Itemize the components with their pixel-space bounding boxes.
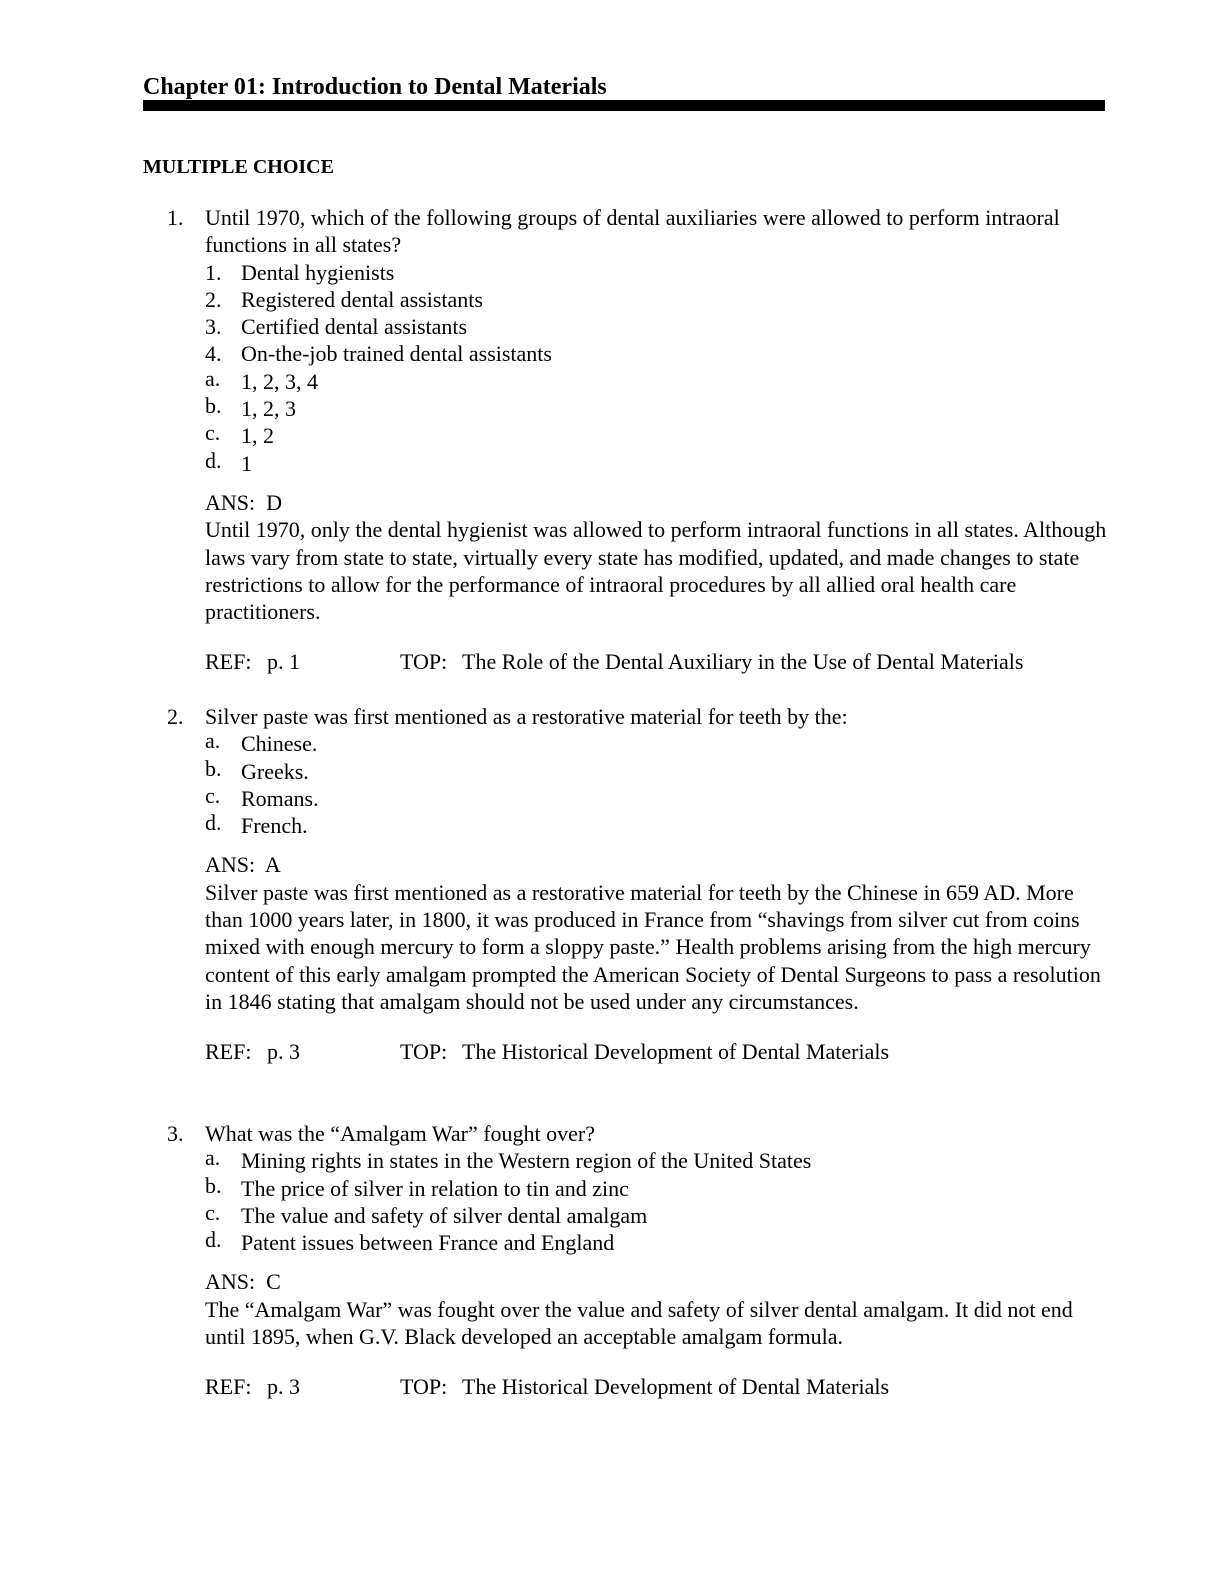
topic-label: TOP:: [400, 1374, 448, 1400]
ref-label: REF:: [205, 649, 252, 675]
ref-label: REF:: [205, 1039, 252, 1065]
statement-item: [205, 259, 1224, 286]
option-label: a.: [205, 365, 221, 391]
answer-option: [205, 782, 1224, 812]
option-label: c.: [205, 1199, 221, 1225]
statement-item: [205, 340, 1224, 367]
statement-text: Registered dental assistants: [241, 286, 483, 312]
chapter-title: Chapter 01: Introduction to Dental Materials: [143, 74, 607, 100]
statement-label: 1.: [205, 259, 222, 285]
option-text: 1: [241, 450, 252, 476]
option-label: a.: [205, 1145, 221, 1171]
section-heading: MULTIPLE CHOICE: [143, 156, 334, 178]
question-number: 1.: [167, 205, 184, 230]
ref-page: p. 3: [267, 1039, 300, 1065]
answer-label: ANS:: [205, 1269, 256, 1295]
answer-option: [205, 812, 1224, 839]
reference-row: [205, 648, 1224, 675]
statement-text: Dental hygienists: [241, 259, 395, 285]
answer-option: [205, 1147, 1224, 1174]
option-label: b.: [205, 755, 222, 781]
statement-label: 4.: [205, 341, 222, 367]
answer-line: [205, 489, 1224, 516]
option-text: 1, 2, 3, 4: [241, 368, 318, 394]
answer-option: [205, 1229, 1224, 1256]
answer-line: [205, 851, 1224, 878]
answer-explanation: Silver paste was first mentioned as a restorative material for teeth by the Chinese in 659 AD. More than 1000 years later, in 1800, it was produced in France from “shavings from silver cut from coins mixed with enough mercury to form a sloppy paste.” Health problems arising from the high mercury content of this early amalgam prompted the American Society of Dental Surgeons to pass a resolution in 1846 stating that amalgam should not be used under any circumstances.: [205, 879, 1101, 1014]
question-number: 2.: [167, 704, 184, 729]
option-text: 1, 2, 3: [241, 396, 296, 422]
option-text: The value and safety of silver dental amalgam: [241, 1202, 648, 1228]
option-text: 1, 2: [241, 423, 274, 449]
answer-key: D: [266, 489, 283, 515]
answer-option: [205, 755, 1224, 785]
option-text: Greeks.: [241, 758, 309, 784]
statement-label: 2.: [205, 286, 222, 312]
answer-option: [205, 447, 1224, 477]
answer-key: C: [266, 1269, 281, 1295]
answer-option: [205, 365, 1224, 395]
statement-item: [205, 313, 1224, 340]
option-text: Chinese.: [241, 731, 318, 757]
option-text: Romans.: [241, 785, 319, 811]
ref-page: p. 1: [267, 649, 300, 675]
option-text: Patent issues between France and England: [241, 1230, 615, 1256]
topic-text: The Historical Development of Dental Materials: [462, 1039, 890, 1065]
ref-page: p. 3: [267, 1374, 300, 1400]
answer-explanation: The “Amalgam War” was fought over the value and safety of silver dental amalgam. It did not end until 1895, when G.V. Black developed an acceptable amalgam formula.: [205, 1296, 1073, 1350]
statement-label: 3.: [205, 314, 222, 340]
answer-label: ANS:: [205, 489, 256, 515]
topic-label: TOP:: [400, 649, 448, 675]
option-label: a.: [205, 728, 221, 754]
option-label: c.: [205, 782, 221, 808]
statement-item: [205, 286, 1224, 313]
question-text: Until 1970, which of the following groups of dental auxiliaries were allowed to perform intraoral functions in all states?: [205, 205, 1060, 258]
option-text: Mining rights in states in the Western region of the United States: [241, 1148, 812, 1174]
answer-key: A: [264, 852, 281, 878]
option-label: b.: [205, 393, 222, 419]
option-text: The price of silver in relation to tin and zinc: [241, 1175, 629, 1201]
topic-label: TOP:: [400, 1039, 448, 1065]
option-label: b.: [205, 1172, 222, 1198]
option-label: c.: [205, 420, 221, 446]
answer-option: [205, 730, 1224, 757]
answer-option: [205, 1199, 1224, 1229]
question-number: 3.: [167, 1121, 184, 1146]
question-3: [0, 1120, 1224, 1401]
answer-line: [205, 1268, 1224, 1295]
option-label: d.: [205, 810, 222, 836]
topic-text: The Role of the Dental Auxiliary in the Use of Dental Materials: [462, 649, 1024, 675]
reference-row: [205, 1373, 1224, 1400]
reference-row: [205, 1038, 1224, 1065]
question-text: What was the “Amalgam War” fought over?: [205, 1121, 596, 1146]
answer-option: [205, 422, 1224, 449]
title-rule: [143, 100, 1105, 111]
statement-text: Certified dental assistants: [241, 314, 468, 340]
question-1: [0, 204, 1224, 676]
option-text: French.: [241, 813, 308, 839]
answer-option: [205, 1172, 1224, 1202]
answer-label: ANS:: [205, 852, 256, 878]
topic-text: The Historical Development of Dental Materials: [462, 1374, 890, 1400]
ref-label: REF:: [205, 1374, 252, 1400]
option-label: d.: [205, 1227, 222, 1253]
answer-explanation: Until 1970, only the dental hygienist was allowed to perform intraoral functions in all states. Although laws vary from state to state, virtually every state has modified, updated, and made changes to state restrictions to allow for the performance of intraoral procedures by all allied oral health care practitioners.: [205, 517, 1107, 625]
option-label: d.: [205, 447, 222, 473]
statement-text: On-the-job trained dental assistants: [241, 341, 552, 367]
question-text: Silver paste was first mentioned as a restorative material for teeth by the:: [205, 704, 848, 729]
question-2: [0, 703, 1224, 1066]
answer-option: [205, 395, 1224, 422]
